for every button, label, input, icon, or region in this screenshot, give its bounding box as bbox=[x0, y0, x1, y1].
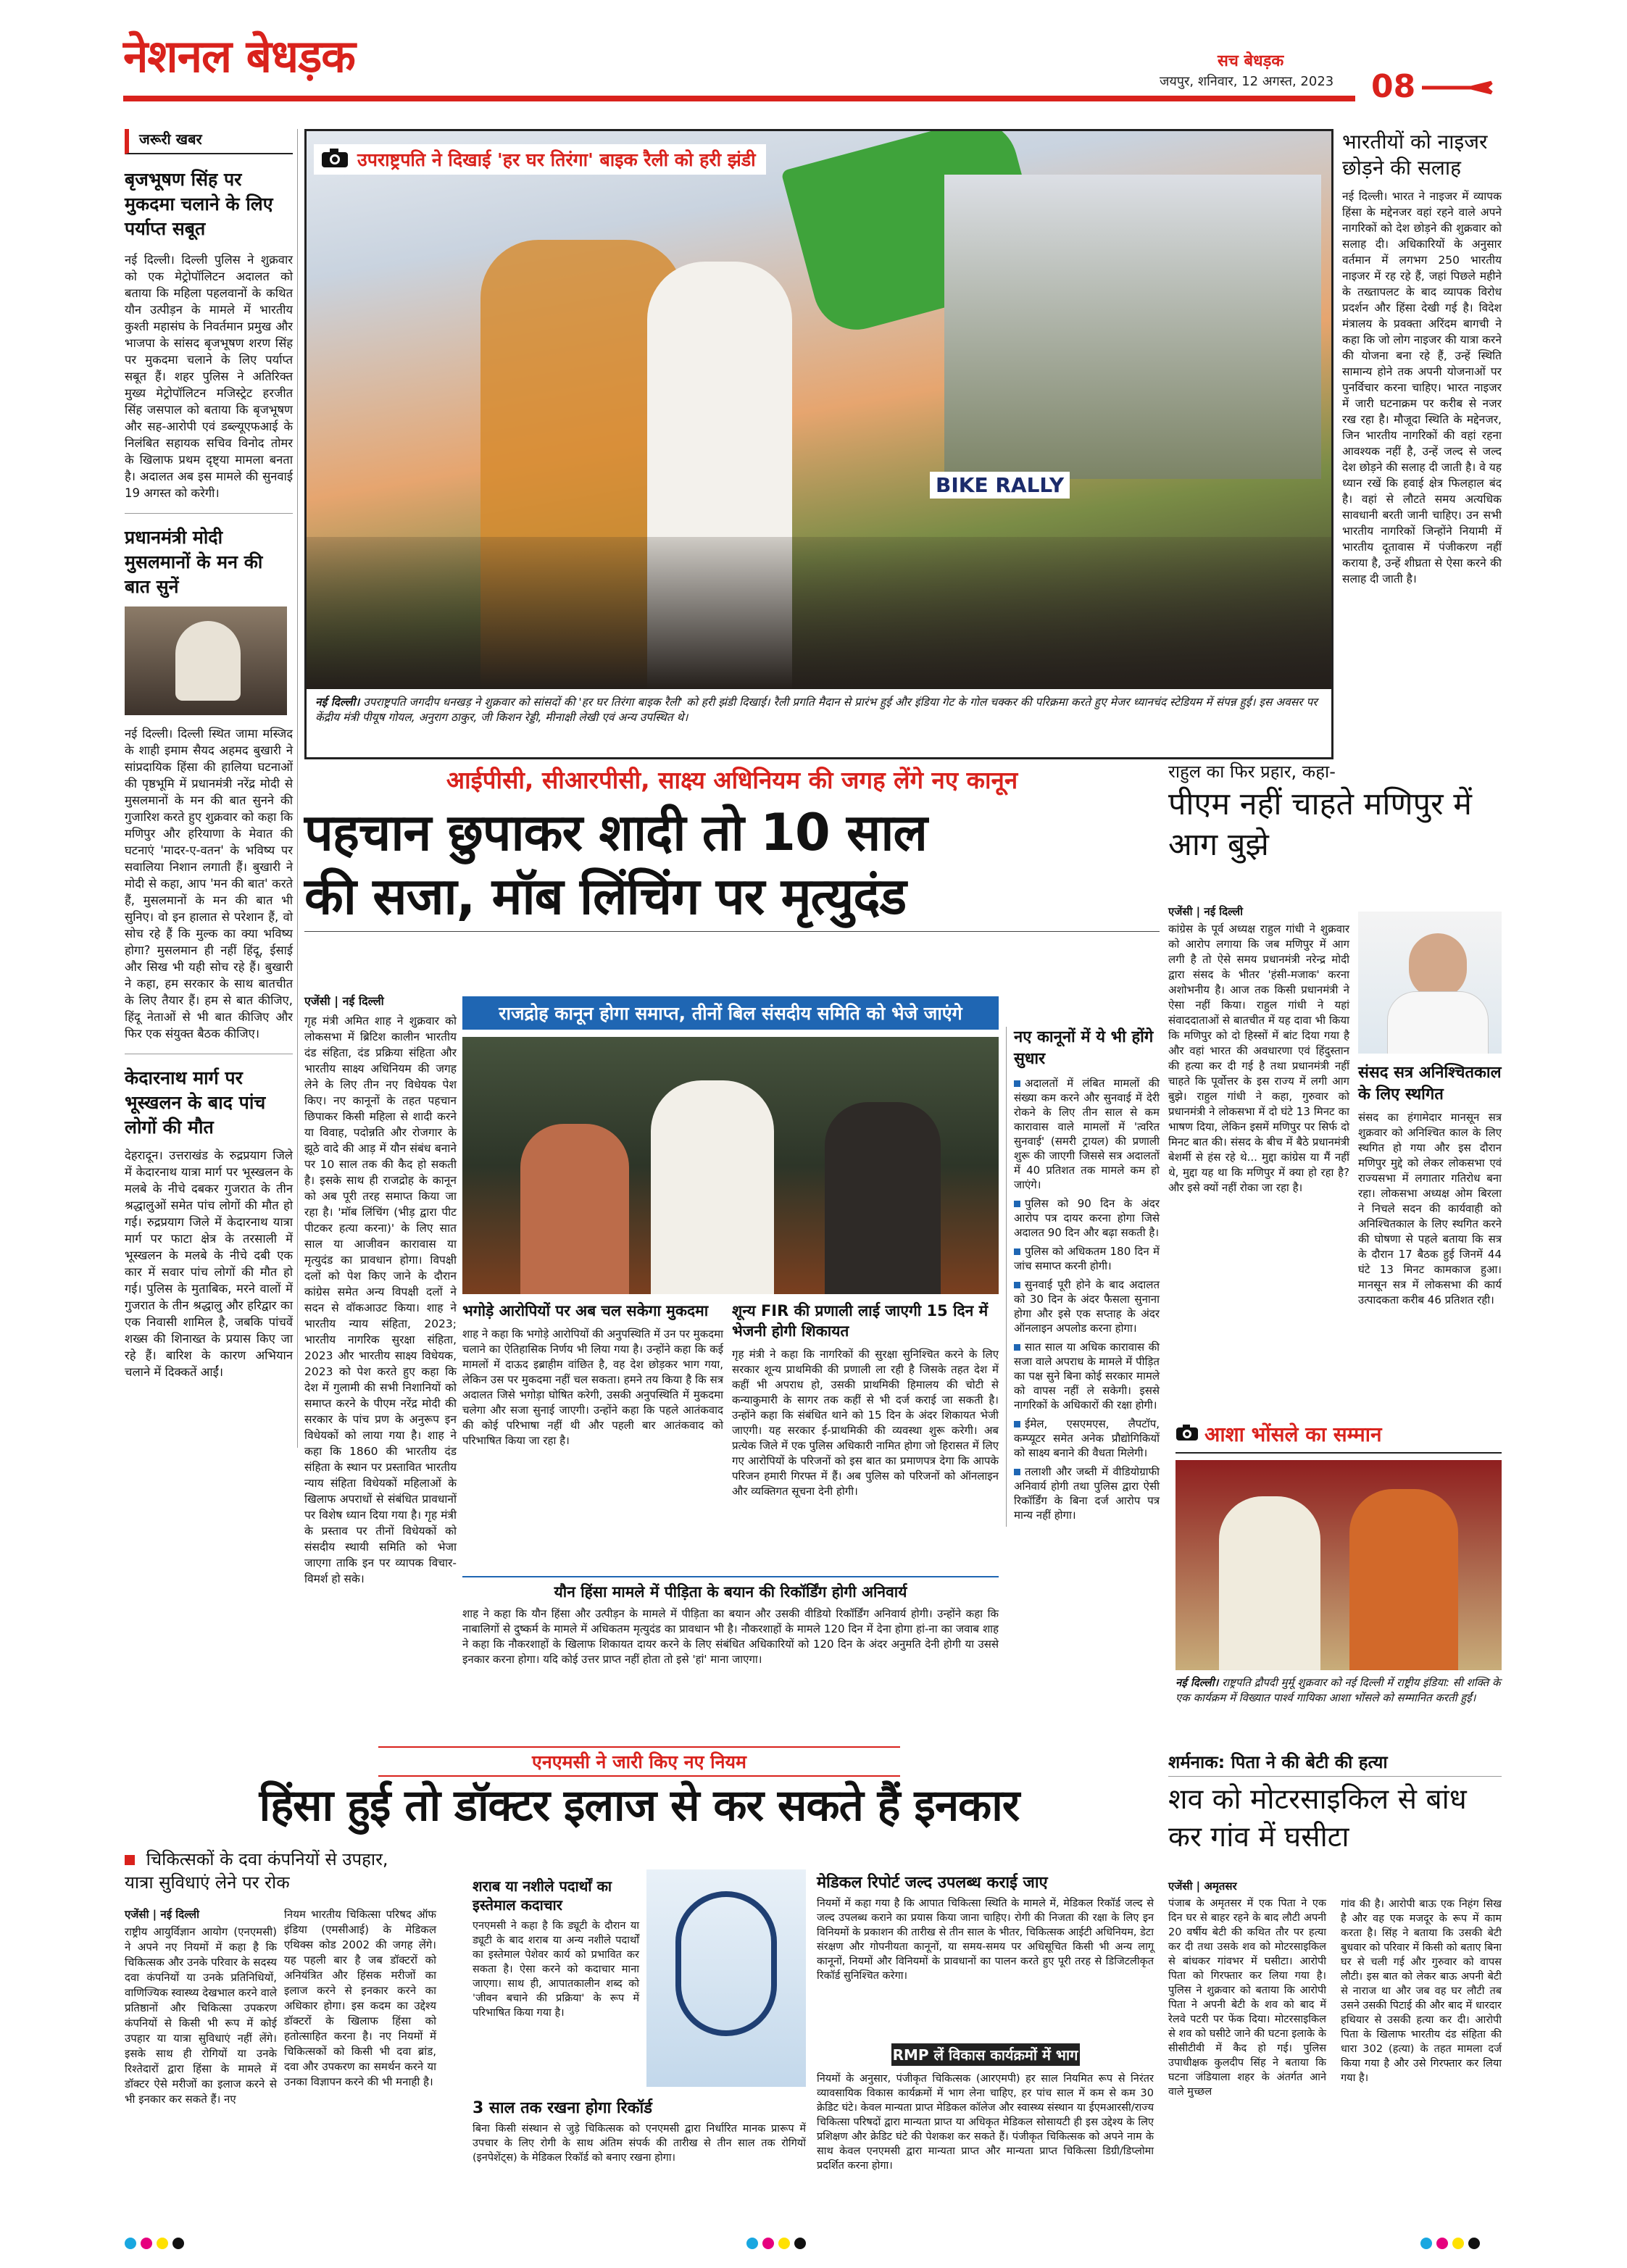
nmc-headline: हिंसा हुई तो डॉक्टर इलाज से कर सकते हैं इनकार bbox=[259, 1780, 1020, 1831]
reforms-list bbox=[1014, 1076, 1160, 1522]
square-bullet-icon bbox=[1014, 1248, 1020, 1255]
asha-photo bbox=[1175, 1460, 1502, 1670]
shame-col2 bbox=[1341, 1897, 1502, 2085]
parliament-head: संसद सत्र अनिश्चितकाल के लिए स्थगित bbox=[1358, 1064, 1502, 1104]
bike-rally-banner: BIKE RALLY bbox=[930, 472, 1070, 499]
right-brand: सच बेधड़क bbox=[1218, 52, 1284, 70]
reform-item bbox=[1014, 1244, 1160, 1273]
nmc-sub-text: चिकित्सकों के दवा कंपनियों से उपहार, यात्रा सुविधाएं लेने पर रोक bbox=[125, 1849, 388, 1893]
shame-byline: एजेंसी | अमृतसर bbox=[1168, 1880, 1237, 1893]
alcohol-head: शराब या नशीले पदार्थों का इस्तेमाल कदाचार bbox=[473, 1877, 612, 1914]
bukhari-photo bbox=[125, 606, 287, 715]
medreport-head: मेडिकल रिपोर्ट जल्द उपलब्ध कराई जाए bbox=[817, 1874, 1048, 1892]
rmp-head: RMP लें विकास कार्यक्रमों में भाग bbox=[892, 2046, 1078, 2064]
reform-item-text: पुलिस को अधिकतम 180 दिन में जांच समाप्त करनी होगी। bbox=[1014, 1245, 1160, 1272]
sexual-violence-box bbox=[462, 1576, 999, 1667]
lead-headline-1: पहचान छुपाकर शादी तो 10 साल bbox=[304, 803, 927, 862]
shame-head: शव को मोटरसाइकिल से बांध कर गांव में घसीटा bbox=[1168, 1783, 1467, 1854]
nmc-col2 bbox=[284, 1907, 436, 2090]
fugitive-box bbox=[462, 1301, 723, 1448]
reform-item bbox=[1014, 1196, 1160, 1240]
record-box bbox=[473, 2098, 806, 2165]
asha-feature bbox=[1175, 1420, 1502, 1461]
nmc-sub bbox=[125, 1848, 422, 1894]
shame-story bbox=[1168, 1750, 1502, 2185]
lead-subbar-text: राजद्रोह कानून होगा समाप्त, तीनों बिल संसदीय समिति को भेजे जाएंगे bbox=[499, 1003, 962, 1024]
rmp-body: नियमों के अनुसार, पंजीकृत चिकित्सक (आरएमपी) हर साल नियमित रूप से निरंतर व्यावसायिक विकास कार्यक्रमों में भाग लेना चाहिए, हर पांच साल में कम से कम 30 क्रेडिट घंटे। केवल मान्यता प्राप्त मेडिकल कॉलेज और स्वास्थ्य संस्थान या ईएमआरसी/राज्य चिकित्सा परिषदों द्वारा मान्यता प्राप्त या अधिकृत मेडिकल सोसायटी ही इस उद्देश्य के लिए प्रशिक्षण और क्रेडिट घंटे की पेशकश कर सकते हैं। पंजीकृत चिकित्सक को अपने नाम के साथ केवल एनएमसी द्वारा मान्यता प्राप्त और मान्यता प्राप्त चिकित्सा डिग्री/डिप्लोमा प्रदर्शित करना होगा। bbox=[817, 2073, 1154, 2172]
alcohol-box bbox=[473, 1877, 639, 2020]
zero-fir-box bbox=[732, 1301, 999, 1499]
reforms-sidebar bbox=[1006, 1027, 1160, 1527]
square-bullet-icon bbox=[1014, 1201, 1020, 1207]
rmp-box bbox=[817, 2043, 1154, 2173]
parliament-body: संसद का हंगामेदार मानसून सत्र शुक्रवार को अनिश्चित काल के लिए स्थगित हो गया और इस दौरान मणिपुर मुद्दे को लेकर लोकसभा एवं राज्यसभा में लगातार गतिरोध बना रहा। लोकसभा अध्यक्ष ओम बिरला ने निचले सदन की कार्यवाही को अनिश्चितकाल के लिए स्थगित करने की घोषणा से पहले बताया कि सत्र के दौरान 17 बैठक हुई जिनमें 44 घंटे 13 मिनट कामकाज हुआ। मानसून सत्र में लोकसभा की कार्य उत्पादकता करीब 46 प्रतिशत रही। bbox=[1358, 1111, 1502, 1306]
story-bukhari-head: प्रधानमंत्री मोदी मुसलमानों के मन की बात सुनें bbox=[125, 527, 263, 597]
stethoscope-photo bbox=[646, 1869, 806, 2087]
medreport-body: नियमों में कहा गया है कि आपात चिकित्सा स्थिति के मामले में, मेडिकल रिकॉर्ड जल्द से जल्द उपलब्ध कराने का प्रयास किया जाना चाहिए। रोगी की निजता की रक्षा के लिए इन विनियमों के प्रकाशन की तारीख से तीन साल के भीतर, चिकित्सक आईटी अधिनियम, डेटा संरक्षण और गोपनीयता कानूनों, या समय-समय पर अधिसूचित किसी भी अन्य लागू कानूनों, नियमों और विनियमों के प्रावधानों का पालन करते हुए पूरी तरह से डिजिटलीकृत रिकॉर्ड सुनिश्चित करेगा। bbox=[817, 1898, 1154, 1982]
page-number: 08 bbox=[1371, 68, 1416, 105]
reform-item-text: अदालतों में लंबित मामलों की संख्या कम करने और सुनवाई में देरी रोकने के लिए तीन साल से कम कारावास वाले मामलों में 'त्वरित सुनवाई' (समरी ट्रायल) की प्रणाली शुरू की जाएगी जिससे सत्र अदालतों में 40 प्रतिशत तक मामले कम हो जाएंगे। bbox=[1014, 1077, 1160, 1191]
reform-item-text: तलाशी और जब्ती में वीडियोग्राफी अनिवार्य होगी तथा पुलिस द्वारा ऐसी रिकॉर्डिंग के बिना दर्ज आरोप पत्र मान्य नहीं होगा। bbox=[1014, 1465, 1160, 1522]
story-kedarnath-head: केदारनाथ मार्ग पर भूस्खलन के बाद पांच लोगों की मौत bbox=[125, 1067, 266, 1138]
nmc-body2-text: इंडिया (एमसीआई) के मेडिकल एथिक्स कोड 2002 की जगह लेंगे। यह पहली बार है जब डॉक्टरों को अनियंत्रित और हिंसक मरीजों का इलाज करने से इनकार करने का अधिकार होगा। इस कदम का उद्देश्य डॉक्टरों के खिलाफ हिंसा को हतोत्साहित करना है। नए नियमों में चिकित्सकों को किसी भी दवा ब्रांड, दवा और उपकरण का समर्थन करने या उनका विज्ञापन करने की भी मनाही है। bbox=[284, 1923, 436, 2088]
niger-head: भारतीयों को नाइजर छोड़ने की सलाह bbox=[1342, 130, 1488, 180]
square-bullet-icon bbox=[125, 1855, 135, 1865]
registration-dots bbox=[1420, 2235, 1484, 2249]
reform-item-text: सात साल या अधिक कारावास की सजा वाले अपराध के मामले में पीड़ित का पक्ष सुने बिना कोई सरकार मामले को वापस नहीं ले सकेगी। इससे नागरिकों के अधिकारों की रक्षा होगी। bbox=[1014, 1341, 1160, 1412]
rmp-head-bar bbox=[891, 2043, 1080, 2066]
pen-nib-icon bbox=[1420, 78, 1493, 97]
zero-fir-body: गृह मंत्री ने कहा कि नागरिकों की सुरक्षा सुनिश्चित करने के लिए सरकार शून्य प्राथमिकी की प्रणाली ला रही है जिसके तहत देश में कहीं भी अपराध हो, उसकी प्राथमिकी हिमालय की चोटी से कन्याकुमारी के सागर तक कहीं से भी दर्ज कराई जा सकती है। उन्होंने कहा कि संबंधित थाने को 15 दिन के अंदर शिकायत भेजी जाएगी। यह सरकार ई-प्राथमिकी की व्यवस्था शुरू करेगी। अब प्रत्येक जिले में एक पुलिस अधिकारी नामित होगा जो हिरासत में लिए गए आरोपियों के परिजनों को इस बात का प्रमाणपत्र देगा कि आपके परिजन हमारी गिरफ्त में हैं। अब पुलिस को परिजनों को ऑनलाइन और व्यक्तिगत सूचना देनी होगी। bbox=[732, 1348, 999, 1498]
reform-item bbox=[1014, 1464, 1160, 1522]
square-bullet-icon bbox=[1014, 1344, 1020, 1351]
niger-body: नई दिल्ली। भारत ने नाइजर में व्यापक हिंसा के मद्देनजर वहां रहने वाले अपने नागरिकों को देश छोड़ने की शुक्रवार को सलाह दी। अधिकारियों के अनुसार वर्तमान में लगभग 250 भारतीय नाइजर में रह रहे हैं, जहां पिछले महीने के तख्तापलट के बाद व्यापक विरोध प्रदर्शन और हिंसा देखी गई है। विदेश मंत्रालय के प्रवक्ता अरिंदम बागची ने कहा कि जो लोग नाइजर की यात्रा करने की योजना बना रहे हैं, उन्हें स्थिति सामान्य होने तक अपनी योजनाओं पर पुनर्विचार करना चाहिए। भारत नाइजर में जारी घटनाक्रम पर करीब से नजर रख रहा है। मौजूदा स्थिति के मद्देनजर, जिन भारतीय नागरिकों की वहां रहना आवश्यक नहीं है, उन्हें जल्द से जल्द देश छोड़ने की सलाह दी जाती है। वे यह ध्यान रखें कि हवाई क्षेत्र फिलहाल बंद है। वहां से लौटते समय अत्यधिक सावधानी बरती जानी चाहिए। उन सभी भारतीय नागरिकों जिन्होंने नियामी में भारतीय दूतावास में पंजीकरण नहीं कराया है, उन्हें शीघ्रता से ऐसा करने की सलाह दी जाती है। bbox=[1342, 190, 1502, 585]
nmc-byline: एजेंसी | नई दिल्ली bbox=[125, 1908, 199, 1921]
reform-item bbox=[1014, 1340, 1160, 1412]
story-brijbhushan-head: बृजभूषण सिंह पर मुकदमा चलाने के लिए पर्याप्त सबूत bbox=[125, 169, 273, 239]
column-divider bbox=[297, 129, 298, 1448]
lead-kicker: आईपीसी, सीआरपीसी, साक्ष्य अधिनियम की जगह लेंगे नए कानून bbox=[446, 766, 1018, 794]
amit-shah-photo bbox=[462, 1037, 999, 1294]
reform-item-text: पुलिस को 90 दिन के अंदर आरोप पत्र दायर करना होगा जिसे अदालत 90 दिन और बढ़ा सकती है। bbox=[1014, 1197, 1160, 1239]
rally-caption-text: उपराष्ट्रपति जगदीप धनखड़ ने शुक्रवार को सांसदों की 'हर घर तिरंगा बाइक रैली' को हरी झंडी दिखाई। रैली प्रगति मैदान से प्रारंभ हुई और इंडिया गेट के गोल चक्कर की परिक्रमा करते हुए मेजर ध्यानचंद स्टेडियम में संपन्न हुई। इस अवसर पर केंद्रीय मंत्री पीयूष गोयल, अनुराग ठाकुर, जी किशन रेड्डी, मीनाक्षी लेखी एवं अन्य उपस्थित थे। bbox=[315, 696, 1318, 724]
parliament-box bbox=[1358, 1062, 1502, 1308]
asha-caption-lead: नई दिल्ली। bbox=[1175, 1676, 1219, 1689]
nmc-body2-lead: नियम भारतीय चिकित्सा परिषद ऑफ bbox=[284, 1908, 436, 1921]
lead-story bbox=[304, 764, 1160, 1666]
shame-col1 bbox=[1168, 1879, 1326, 2099]
section-tag bbox=[125, 129, 293, 154]
square-bullet-icon bbox=[1014, 1421, 1020, 1427]
medreport-box bbox=[817, 1873, 1154, 1983]
asha-title: आशा भोंसले का सम्मान bbox=[1204, 1422, 1382, 1446]
lead-body: गृह मंत्री अमित शाह ने शुक्रवार को लोकसभा में ब्रिटिश कालीन भारतीय दंड संहिता, दंड प्रक्रिया संहिता और भारतीय साक्ष्य अधिनियम की जगह लेने के लिए तीन नए विधेयक पेश किए। नए कानूनों के तहत पहचान छिपाकर किसी महिला से शादी करने या विवाह, पदोन्नति और रोजगार के झूठे वादे की आड़ में यौन संबंध बनाने पर 10 साल तक की कैद हो सकती है। इसके साथ ही राजद्रोह के कानून को अब पूरी तरह समाप्त किया जा रहा है। 'मॉब लिंचिंग (भीड़ द्वारा पीट पीटकर हत्या करना)' के लिए सात साल या आजीवन कारावास या मृत्युदंड का प्रावधान होगा। विपक्षी दलों को पेश किए जाने के दौरान कांग्रेस समेत अन्य विपक्षी दलों ने सदन से वॉकआउट किया। शाह ने भारतीय न्याय संहिता, 2023; भारतीय नागरिक सुरक्षा संहिता, 2023 और भारतीय साक्ष्य विधेयक, 2023 को पेश करते हुए कहा कि देश में गुलामी की सभी निशानियों को समाप्त करने के पीएम नरेंद्र मोदी की सरकार के पांच प्रण के अनुरूप इन विधेयकों को लाया गया है। शाह ने कहा कि 1860 की भारतीय दंड संहिता के स्थान पर प्रस्तावित भारतीय न्याय संहिता विधेयकों महिलाओं के खिलाफ अपराधों से संबंधित प्रावधानों पर विशेष ध्यान दिया गया है। गृह मंत्री के प्रस्ताव पर तीनों विधेयकों को संसदीय स्थायी समिति को भेजा जाएगा ताकि इन पर व्यापक विचार-विमर्श हो सके। bbox=[304, 1014, 457, 1585]
camera-icon bbox=[321, 148, 349, 171]
record-body: बिना किसी संस्थान से जुड़े चिकित्सक को एनएमसी द्वारा निर्धारित मानक प्रारूप में उपचार के लिए रोगी के साथ अंतिम संपर्क की तारीख से तीन साल तक रोगियों (इनपेशेंट्स) के मेडिकल रिकॉर्ड को बनाए रखना होगा। bbox=[473, 2123, 806, 2164]
asha-caption-text: राष्ट्रपति द्रौपदी मुर्मू शुक्रवार को नई दिल्ली में राष्ट्रीय इंडिया: सी शक्ति के एक कार्यक्रम में विख्यात पार्श्व गायिका आशा भोंसले को सम्मानित करती हुईं। bbox=[1175, 1676, 1501, 1704]
asha-title-bar bbox=[1175, 1420, 1502, 1454]
nmc-kicker-bar bbox=[378, 1746, 900, 1777]
brand-text: नेशनल बेधड़क bbox=[123, 30, 355, 83]
record-head: 3 साल तक रखना होगा रिकॉर्ड bbox=[473, 2099, 652, 2117]
story-bukhari-body: नई दिल्ली। दिल्ली स्थित जामा मस्जिद के शाही इमाम सैयद अहमद बुखारी ने सांप्रदायिक हिंसा की हालिया घटनाओं की पृष्ठभूमि में प्रधानमंत्री नरेंद्र मोदी से मुसलमानों के मन की बात सुनने की गुजारिश करते हुए शुक्रवार को कहा कि मणिपुर और हरियाणा के मेवात की घटनाएं 'मादर-ए-वतन' के भविष्य पर सवालिया निशान लगाती हैं। बुखारी ने मोदी से कहा, आप 'मन की बात' करते हैं, मुसलमानों के मन की बात भी सुनिए। वो इन हालात से परेशान हैं, वो सोच रहे हैं कि मुल्क का क्या भविष्य होगा? मुसलमान ही नहीं हिंदू, ईसाई और सिख भी यही सोच रहे हैं। बुखारी ने कहा, हम सरकार के साथ बातचीत के लिए तैयार हैं। हम से बात कीजिए, हिंदू नेताओं से भी बात कीजिए और फिर एक संयुक्त बैठक कीजिए। bbox=[125, 727, 293, 1041]
registration-dots bbox=[746, 2235, 810, 2249]
sexual-violence-head: यौन हिंसा मामले में पीड़िता के बयान की रिकॉर्डिंग होगी अनिवार्य bbox=[554, 1583, 907, 1601]
nmc-body2 bbox=[284, 1907, 436, 2090]
fugitive-body: शाह ने कहा कि भगोड़े आरोपियों की अनुपस्थिति में उन पर मुकदमा चलाने का ऐतिहासिक निर्णय भी लिया गया है। उन्होंने कहा कि कई मामलों में दाऊद इब्राहीम वांछित है, वह देश छोड़कर भाग गया, लेकिन उस पर मुकदमा नहीं चल सकता। हमने तय किया है कि सत्र अदालत जिसे भगोड़ा घोषित करेगी, उसकी अनुपस्थिति में मुकदमा चलेगा और सजा सुनाई जाएगी। उन्होंने कहा कि पहले आतंकवाद की कोई परिभाषा नहीं थी और पहली बार आतंकवाद को परिभाषित किया जा रहा है। bbox=[462, 1327, 723, 1447]
reform-item bbox=[1014, 1277, 1160, 1335]
fugitive-head: भगोड़े आरोपियों पर अब चल सकेगा मुकदमा bbox=[462, 1302, 709, 1319]
rahul-story bbox=[1168, 759, 1502, 1306]
square-bullet-icon bbox=[1014, 1080, 1020, 1087]
nmc-story bbox=[125, 1746, 1154, 2196]
square-bullet-icon bbox=[1014, 1469, 1020, 1475]
rahul-kicker: राहुल का फिर प्रहार, कहा- bbox=[1168, 762, 1336, 782]
rahul-body: कांग्रेस के पूर्व अध्यक्ष राहुल गांधी ने शुक्रवार को आरोप लगाया कि जब मणिपुर में आग लगी है तो ऐसे समय प्रधानमंत्री नरेन्द्र मोदी द्वारा संसद के भीतर 'हंसी-मजाक' करना अशोभनीय है। आज तक किसी प्रधानमंत्री ने ऐसा नहीं किया। राहुल गांधी ने यहां संवाददाताओं से बातचीत में यह दावा भी किया कि मणिपुर को दो हिस्सों में बांट दिया गया है और वहां भारत की अवधारणा एवं हिंदुस्तान की हत्या कर दी गई है तथा प्रधानमंत्री नहीं चाहते कि पूर्वोत्तर के इस राज्य में लगी आग बुझे। राहुल गांधी ने कहा, गुरुवार को प्रधानमंत्री ने लोकसभा में दो घंटे 13 मिनट का भाषण दिया, लेकिन इसमें मणिपुर पर सिर्फ दो मिनट बात की। संसद के बीच में बैठे प्रधानमंत्री बेशर्मी से हंस रहे थे... मुद्दा कांग्रेस या मैं नहीं थे, मुद्दा यह था कि मणिपुर में क्या हो रहा है? और इसे क्यों नहीं रोका जा रहा है। bbox=[1168, 922, 1349, 1194]
story-kedarnath-body: देहरादून। उत्तराखंड के रुद्रप्रयाग जिले में केदारनाथ यात्रा मार्ग पर भूस्खलन के मलबे के नीचे दबकर गुजरात के तीन श्रद्धालुओं समेत पांच लोगों की मौत हो गई। रुद्रप्रयाग जिले में केदारनाथ यात्रा मार्ग पर फाटा क्षेत्र के तरसाली में भूस्खलन के मलबे के नीचे दबी एक कार में सवार पांच लोगों की मौत हो गई। पुलिस के मुताबिक, मरने वालों में गुजरात के तीन श्रद्धालु और हरिद्वार का एक निवासी शामिल है, जबकि पांचवें शख्स की शिनाख्त के प्रयास किए जा रहे हैं। बारिश के कारण अभियान चलाने में दिक्कतें आईं। bbox=[125, 1148, 293, 1379]
rally-caption-lead: नई दिल्ली। bbox=[315, 696, 360, 709]
niger-story bbox=[1342, 129, 1502, 752]
masthead-brand bbox=[123, 25, 355, 86]
rally-caption bbox=[315, 695, 1323, 725]
left-column bbox=[125, 129, 293, 1578]
rally-photo bbox=[307, 131, 1331, 689]
rally-photo-frame bbox=[304, 129, 1333, 759]
rally-title: उपराष्ट्रपति ने दिखाई 'हर घर तिरंगा' बाइक रैली को हरी झंडी bbox=[357, 149, 756, 170]
square-bullet-icon bbox=[1014, 1282, 1020, 1288]
nmc-col1 bbox=[125, 1907, 277, 2107]
reform-item-text: सुनवाई पूरी होने के बाद अदालत को 30 दिन के अंदर फैसला सुनाना होगा और इसे एक सप्ताह के अंदर ऑनलाइन अपलोड करना होगा। bbox=[1014, 1278, 1160, 1335]
registration-dots bbox=[125, 2235, 188, 2249]
story-brijbhushan-body: नई दिल्ली। दिल्ली पुलिस ने शुक्रवार को एक मेट्रोपॉलिटन अदालत को बताया कि महिला पहलवानों के कथित यौन उत्पीड़न के मामले में भारतीय कुश्ती महासंघ के निवर्तमान प्रमुख और भाजपा के सांसद बृजभूषण शरण सिंह पर मुकदमा चलाने के लिए पर्याप्त सबूत हैं। शहर पुलिस ने अतिरिक्त मुख्य मेट्रोपॉलिटन मजिस्ट्रेट हरजीत सिंह जसपाल को बताया कि बृजभूषण और सह-आरोपी एवं डब्ल्यूएफआई के निलंबित सहायक सचिव विनोद तोमर के खिलाफ प्रथम दृष्ट्या मामला बनता है। अदालत अब इस मामले की सुनवाई 19 अगस्त को करेगी। bbox=[125, 253, 293, 500]
nmc-kicker: एनएमसी ने जारी किए नए नियम bbox=[532, 1751, 746, 1772]
section-tag-label: जरूरी खबर bbox=[139, 130, 202, 148]
asha-caption bbox=[1175, 1675, 1502, 1706]
masthead bbox=[123, 20, 1500, 105]
zero-fir-head: शून्य FIR की प्रणाली लाई जाएगी 15 दिन में भेजनी होगी शिकायत bbox=[732, 1302, 989, 1340]
nmc-body1: राष्ट्रीय आयुर्विज्ञान आयोग (एनएमसी) ने अपने नए नियमों में कहा है कि चिकित्सक और उनके परिवार के सदस्य दवा कंपनियों या उनके प्रतिनिधियों, वाणिज्यिक स्वास्थ्य देखभाल करने वाले प्रतिष्ठानों और चिकित्सा उपकरण कंपनियों से किसी भी रूप में कोई उपहार या यात्रा सुविधाएं नहीं लेंगे। इसके साथ ही रोगियों या उनके रिश्तेदारों द्वारा हिंसा के मामले में डॉक्टर ऐसे मरीजों का इलाज करने से भी इनकार कर सकते हैं। नए bbox=[125, 1925, 278, 2106]
camera-icon bbox=[1175, 1424, 1199, 1444]
reform-item-text: ईमेल, एसएमएस, लैपटॉप, कम्प्यूटर समेत अनेक प्रौद्योगिकियों को साक्ष्य बनाने की वैधता मिलेगी। bbox=[1014, 1417, 1160, 1459]
rahul-byline: एजेंसी | नई दिल्ली bbox=[1168, 905, 1243, 918]
shame-kicker: शर्मनाक: पिता ने की बेटी की हत्या bbox=[1168, 1750, 1502, 1777]
rahul-text-col bbox=[1168, 904, 1349, 1196]
alcohol-body: एनएमसी ने कहा है कि ड्यूटी के दौरान या ड्यूटी के बाद शराब या अन्य नशीले पदार्थों का इस्तेमाल पेशेवर कार्य को प्रभावित कर सकता है। ऐसा करने को कदाचार माना जाएगा। साथ ही, आपातकालीन शब्द को 'जीवन बचाने की प्रक्रिया' के रूप में परिभाषित किया गया है। bbox=[473, 1920, 639, 2019]
masthead-rule bbox=[123, 96, 1355, 101]
lead-byline: एजेंसी | नई दिल्ली bbox=[304, 994, 384, 1008]
lead-subbar bbox=[462, 996, 999, 1030]
dateline: जयपुर, शनिवार, 12 अगस्त, 2023 bbox=[1160, 74, 1334, 89]
rahul-photo bbox=[1358, 912, 1502, 1054]
reform-item bbox=[1014, 1076, 1160, 1192]
shame-body2: गांव की है। आरोपी बाऊ एक निहंग सिख है और वह एक मजदूर के रूप में काम करता है। सिंह ने बताया कि उसकी बेटी बुधवार को परिवार में किसी को बताए बिना घर से चली गई और गुरुवार को वापस लौटी। इस बात को लेकर बाऊ अपनी बेटी से नाराज था और जब वह घर लौटी तब उसने उसकी पिटाई की और बाद में धारदार हथियार से उसकी हत्या कर दी। आरोपी पिता के खिलाफ भारतीय दंड संहिता की धारा 302 (हत्या) के तहत मामला दर्ज किया गया है और उसे गिरफ्तार कर लिया गया है। bbox=[1341, 1898, 1502, 2084]
reforms-head: नए कानूनों में ये भी होंगे सुधार bbox=[1014, 1028, 1154, 1068]
rahul-head: पीएम नहीं चाहते मणिपुर में आग बुझे bbox=[1168, 786, 1473, 863]
rally-title-bar bbox=[314, 144, 766, 175]
lead-body-col bbox=[304, 993, 457, 1587]
shame-body1: पंजाब के अमृतसर में एक पिता ने एक दिन घर से बाहर रहने के बाद लौटी अपनी 20 वर्षीय बेटी की कथित तौर पर हत्या कर दी तथा उसके शव को मोटरसाइकिल से बांधकर गांवभर में घसीटा। आरोपी पिता को गिरफ्तार कर लिया गया है। पुलिस ने शुक्रवार को बताया कि आरोपी पिता ने अपनी बेटी के शव को बाद में रेलवे पटरी पर फेंक दिया। मोटरसाइकिल से शव को घसीटे जाने की घटना इलाके के सीसीटीवी में कैद हो गई। पुलिस उपाधीक्षक कुलदीप सिंह ने बताया कि घटना जंडियाला शहर के अंतर्गत आने वाले मुच्छल bbox=[1168, 1898, 1326, 2098]
lead-headline-2: की सजा, मॉब लिंचिंग पर मृत्युदंड bbox=[304, 867, 907, 926]
reform-item bbox=[1014, 1417, 1160, 1460]
sexual-violence-body: शाह ने कहा कि यौन हिंसा और उत्पीड़न के मामले में पीड़िता का बयान और उसकी वीडियो रिकॉर्डिंग अनिवार्य होगी। उन्होंने कहा कि नाबालिगों से दुष्कर्म के मामले में अधिकतम मृत्युदंड का प्रावधान भी है। नौकरशाहों के मामले 120 दिन में देना होगा हां-ना का जवाब शाह ने कहा कि नौकरशाहों के खिलाफ शिकायत दायर करने के लिए संबंधित अधिकारियों को 120 दिन के अंदर अनुमति देनी होगी या उससे इनकार करना होगा। यदि कोई उत्तर प्राप्त नहीं होता तो इसे 'हां' माना जाएगा। bbox=[462, 1607, 999, 1666]
